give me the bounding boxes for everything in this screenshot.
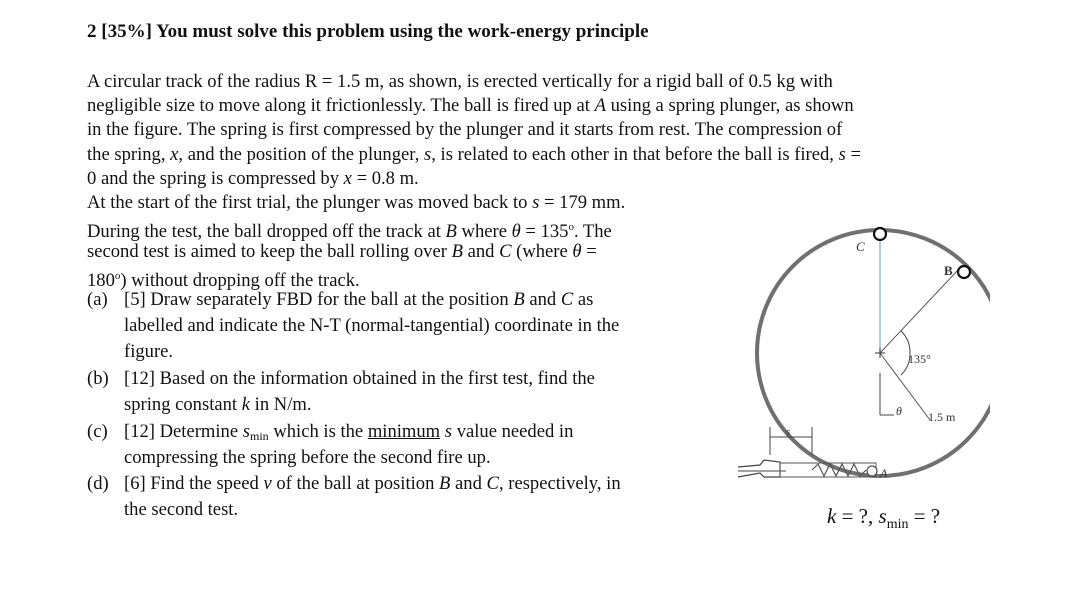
question-a-line-2: labelled and indicate the N-T (normal-tangential) coordinate in the <box>124 315 620 336</box>
label-b: B <box>944 263 953 278</box>
radius-line-to-b <box>880 270 958 353</box>
question-b-line-1: [12] Based on the information obtained in the first test, find the <box>124 368 595 389</box>
question-c-line-2: compressing the spring before the second fire up. <box>124 447 491 468</box>
trial-line-3: second test is aimed to keep the ball rolling over B and C (where θ = <box>87 241 597 262</box>
question-d-line-2: the second test. <box>124 499 239 520</box>
ball-b <box>958 266 970 278</box>
question-c-label: (c) <box>87 421 108 442</box>
question-a-line-3: figure. <box>124 341 174 362</box>
intro-line-5: 0 and the spring is compressed by x = 0.8 m. <box>87 168 419 189</box>
angle-label: 135° <box>908 352 931 366</box>
question-d-line-1: [6] Find the speed v of the ball at position B and C, respectively, in <box>124 473 621 494</box>
question-a-line-1: [5] Draw separately FBD for the ball at the position B and C as <box>124 289 594 310</box>
s-label: s <box>786 426 791 438</box>
label-a: A <box>880 466 888 480</box>
problem-heading: 2 [35%] You must solve this problem using the work-energy principle <box>87 21 649 42</box>
question-c-line-1: [12] Determine $s_{min}$ which is the minimum s value needed in <box>124 421 574 443</box>
intro-line-2: negligible size to move along it frictionlessly. The ball is fired up at A using a spring plunger, as shown <box>87 95 854 116</box>
label-c: C <box>856 239 865 254</box>
radius-label: 1.5 m <box>928 410 956 424</box>
intro-line-3: in the figure. The spring is first compressed by the plunger and it starts from rest. The compression of <box>87 119 843 140</box>
ball-a <box>867 466 877 476</box>
question-b-label: (b) <box>87 368 109 389</box>
answer-line: k = ?, $s_{min}$ = ? <box>827 504 941 532</box>
plunger-handle <box>738 460 780 477</box>
question-a-label: (a) <box>87 289 108 310</box>
theta-label: θ <box>896 404 902 418</box>
question-b-line-2: spring constant k in N/m. <box>124 394 312 415</box>
trial-line-1: At the start of the first trial, the plunger was moved back to s = 179 mm. <box>87 192 626 213</box>
ball-c <box>874 228 886 240</box>
question-d-label: (d) <box>87 473 109 494</box>
track-figure <box>730 215 990 535</box>
trial-line-2: During the test, the ball dropped off the track at B where $\theta = 135^o$. The <box>87 221 612 243</box>
trial-line-4: 180$^o$) without dropping off the track. <box>87 270 360 292</box>
intro-line-4: the spring, x, and the position of the plunger, s, is related to each other in that before the ball is fired, s = <box>87 144 861 165</box>
intro-line-1: A circular track of the radius R = 1.5 m, as shown, is erected vertically for a rigid ball of 0.5 kg with <box>87 71 833 92</box>
circular-track <box>757 230 990 476</box>
